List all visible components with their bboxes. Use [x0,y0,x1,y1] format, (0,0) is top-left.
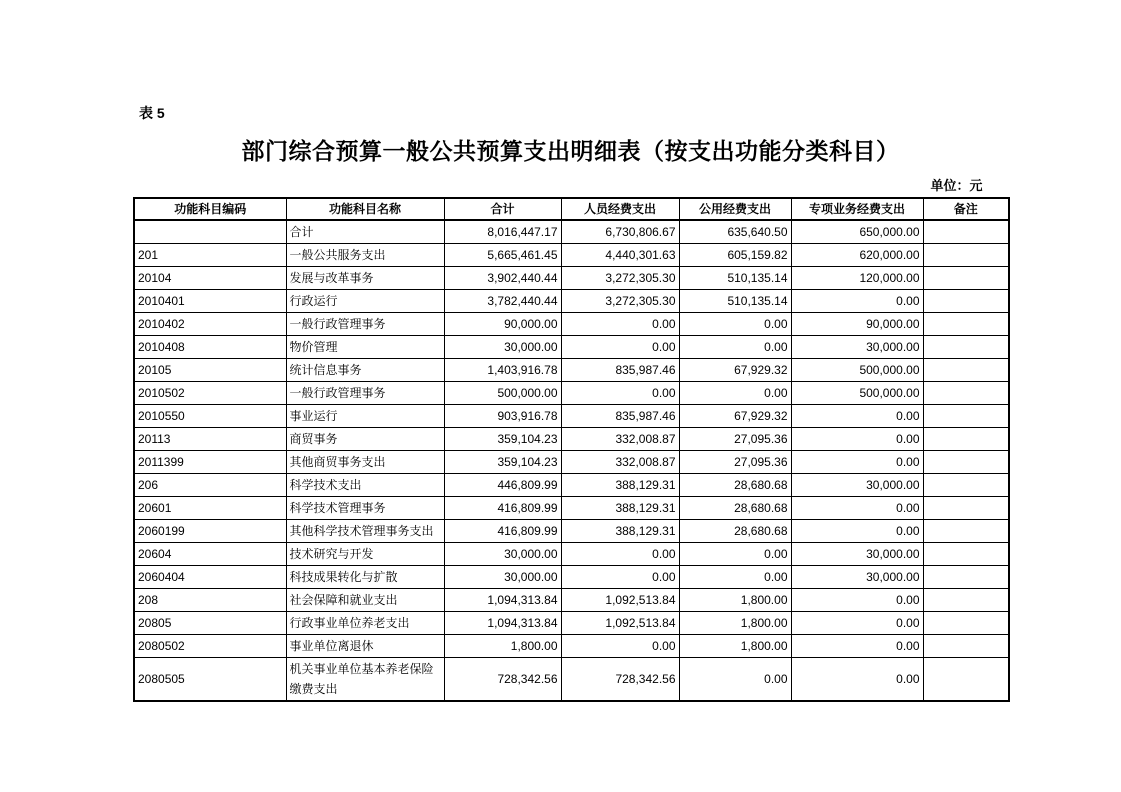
cell-code: 2060199 [134,520,286,543]
cell-public: 510,135.14 [679,290,791,313]
cell-total: 90,000.00 [444,313,561,336]
cell-public: 1,800.00 [679,612,791,635]
cell-special: 30,000.00 [791,474,923,497]
cell-special: 30,000.00 [791,336,923,359]
column-header-code: 功能科目编码 [134,198,286,220]
cell-special: 0.00 [791,451,923,474]
cell-total: 359,104.23 [444,428,561,451]
cell-note [923,497,1009,520]
cell-code: 2011399 [134,451,286,474]
table-row [134,220,1009,244]
unit-label: 单位：元 [930,178,983,193]
cell-personnel: 835,987.46 [561,359,679,382]
table-row [134,336,1009,359]
cell-total: 416,809.99 [444,497,561,520]
cell-public: 0.00 [679,336,791,359]
cell-note [923,635,1009,658]
cell-code: 20601 [134,497,286,520]
cell-personnel: 3,272,305.30 [561,290,679,313]
cell-name: 一般行政管理事务 [286,382,444,405]
cell-personnel: 3,272,305.30 [561,267,679,290]
cell-code: 2010408 [134,336,286,359]
cell-public: 27,095.36 [679,428,791,451]
cell-name: 技术研究与开发 [286,543,444,566]
cell-note [923,612,1009,635]
cell-name: 合计 [286,220,444,244]
cell-total: 359,104.23 [444,451,561,474]
cell-note [923,382,1009,405]
cell-total: 1,800.00 [444,635,561,658]
cell-special: 120,000.00 [791,267,923,290]
table-row [134,497,1009,520]
column-header-note: 备注 [923,198,1009,220]
cell-public: 67,929.32 [679,405,791,428]
cell-total: 3,902,440.44 [444,267,561,290]
cell-code: 2010401 [134,290,286,313]
cell-public: 0.00 [679,313,791,336]
cell-public: 0.00 [679,543,791,566]
cell-special: 500,000.00 [791,382,923,405]
cell-code: 206 [134,474,286,497]
cell-personnel: 0.00 [561,566,679,589]
cell-personnel: 4,440,301.63 [561,244,679,267]
column-header-name: 功能科目名称 [286,198,444,220]
table-header [134,198,1009,220]
cell-code: 20105 [134,359,286,382]
cell-personnel: 0.00 [561,336,679,359]
cell-total: 3,782,440.44 [444,290,561,313]
cell-code: 2010402 [134,313,286,336]
cell-personnel: 1,092,513.84 [561,612,679,635]
cell-note [923,336,1009,359]
cell-public: 1,800.00 [679,589,791,612]
cell-public: 0.00 [679,382,791,405]
cell-personnel: 0.00 [561,635,679,658]
cell-name: 科学技术支出 [286,474,444,497]
cell-code [134,220,286,244]
cell-special: 90,000.00 [791,313,923,336]
table-row [134,635,1009,658]
cell-special: 0.00 [791,428,923,451]
column-header-public: 公用经费支出 [679,198,791,220]
cell-code: 201 [134,244,286,267]
cell-special: 650,000.00 [791,220,923,244]
cell-note [923,658,1009,702]
cell-total: 1,094,313.84 [444,589,561,612]
cell-special: 0.00 [791,612,923,635]
cell-personnel: 388,129.31 [561,520,679,543]
cell-note [923,290,1009,313]
cell-name: 统计信息事务 [286,359,444,382]
cell-personnel: 1,092,513.84 [561,589,679,612]
cell-special: 0.00 [791,658,923,702]
cell-name: 物价管理 [286,336,444,359]
cell-personnel: 332,008.87 [561,428,679,451]
table-row [134,405,1009,428]
cell-public: 0.00 [679,566,791,589]
cell-personnel: 0.00 [561,382,679,405]
cell-note [923,244,1009,267]
cell-code: 20104 [134,267,286,290]
cell-total: 1,403,916.78 [444,359,561,382]
cell-note [923,313,1009,336]
cell-total: 728,342.56 [444,658,561,702]
cell-public: 28,680.68 [679,474,791,497]
cell-special: 0.00 [791,520,923,543]
table-row [134,313,1009,336]
cell-total: 30,000.00 [444,543,561,566]
cell-public: 27,095.36 [679,451,791,474]
cell-name: 机关事业单位基本养老保险缴费支出 [286,658,444,702]
cell-personnel: 388,129.31 [561,497,679,520]
cell-code: 20604 [134,543,286,566]
table-row [134,520,1009,543]
cell-public: 67,929.32 [679,359,791,382]
cell-code: 2080505 [134,658,286,702]
cell-total: 5,665,461.45 [444,244,561,267]
cell-personnel: 332,008.87 [561,451,679,474]
cell-name: 科学技术管理事务 [286,497,444,520]
cell-public: 28,680.68 [679,497,791,520]
cell-total: 500,000.00 [444,382,561,405]
cell-name: 事业单位离退休 [286,635,444,658]
cell-personnel: 388,129.31 [561,474,679,497]
cell-code: 20113 [134,428,286,451]
cell-name: 社会保障和就业支出 [286,589,444,612]
cell-note [923,359,1009,382]
cell-public: 1,800.00 [679,635,791,658]
cell-total: 8,016,447.17 [444,220,561,244]
cell-special: 620,000.00 [791,244,923,267]
page-title: 部门综合预算一般公共预算支出明细表（按支出功能分类科目） [241,138,900,164]
table-row [134,612,1009,635]
cell-name: 一般行政管理事务 [286,313,444,336]
column-header-special: 专项业务经费支出 [791,198,923,220]
table-row [134,267,1009,290]
cell-special: 0.00 [791,635,923,658]
cell-note [923,428,1009,451]
cell-personnel: 728,342.56 [561,658,679,702]
cell-public: 510,135.14 [679,267,791,290]
cell-total: 446,809.99 [444,474,561,497]
table-row [134,451,1009,474]
cell-name: 事业运行 [286,405,444,428]
cell-note [923,474,1009,497]
table-body [134,220,1009,701]
table-row [134,428,1009,451]
column-header-total: 合计 [444,198,561,220]
cell-total: 30,000.00 [444,336,561,359]
cell-note [923,267,1009,290]
cell-personnel: 6,730,806.67 [561,220,679,244]
cell-note [923,589,1009,612]
cell-name: 其他科学技术管理事务支出 [286,520,444,543]
cell-public: 28,680.68 [679,520,791,543]
table-row [134,566,1009,589]
cell-code: 208 [134,589,286,612]
cell-special: 0.00 [791,497,923,520]
cell-name: 发展与改革事务 [286,267,444,290]
cell-note [923,405,1009,428]
cell-special: 0.00 [791,589,923,612]
cell-note [923,543,1009,566]
cell-special: 0.00 [791,405,923,428]
cell-name: 行政事业单位养老支出 [286,612,444,635]
cell-total: 30,000.00 [444,566,561,589]
cell-public: 605,159.82 [679,244,791,267]
cell-personnel: 0.00 [561,543,679,566]
cell-special: 30,000.00 [791,543,923,566]
cell-note [923,520,1009,543]
cell-code: 2010502 [134,382,286,405]
cell-public: 0.00 [679,658,791,702]
cell-special: 500,000.00 [791,359,923,382]
cell-total: 416,809.99 [444,520,561,543]
cell-name: 行政运行 [286,290,444,313]
budget-table [133,197,1010,702]
cell-name: 一般公共服务支出 [286,244,444,267]
cell-name: 其他商贸事务支出 [286,451,444,474]
header-row [134,198,1009,220]
table-row [134,589,1009,612]
cell-code: 20805 [134,612,286,635]
cell-note [923,220,1009,244]
table-row [134,474,1009,497]
cell-note [923,566,1009,589]
column-header-personnel: 人员经费支出 [561,198,679,220]
table-row [134,359,1009,382]
table-row [134,543,1009,566]
table-row [134,290,1009,313]
cell-total: 1,094,313.84 [444,612,561,635]
cell-name: 商贸事务 [286,428,444,451]
cell-code: 2010550 [134,405,286,428]
table-row [134,244,1009,267]
table-number-label: 表 5 [139,105,165,121]
cell-public: 635,640.50 [679,220,791,244]
table-row [134,382,1009,405]
cell-note [923,451,1009,474]
cell-special: 30,000.00 [791,566,923,589]
cell-personnel: 835,987.46 [561,405,679,428]
table-row [134,658,1009,702]
cell-personnel: 0.00 [561,313,679,336]
cell-name: 科技成果转化与扩散 [286,566,444,589]
cell-code: 2080502 [134,635,286,658]
cell-total: 903,916.78 [444,405,561,428]
cell-special: 0.00 [791,290,923,313]
cell-code: 2060404 [134,566,286,589]
